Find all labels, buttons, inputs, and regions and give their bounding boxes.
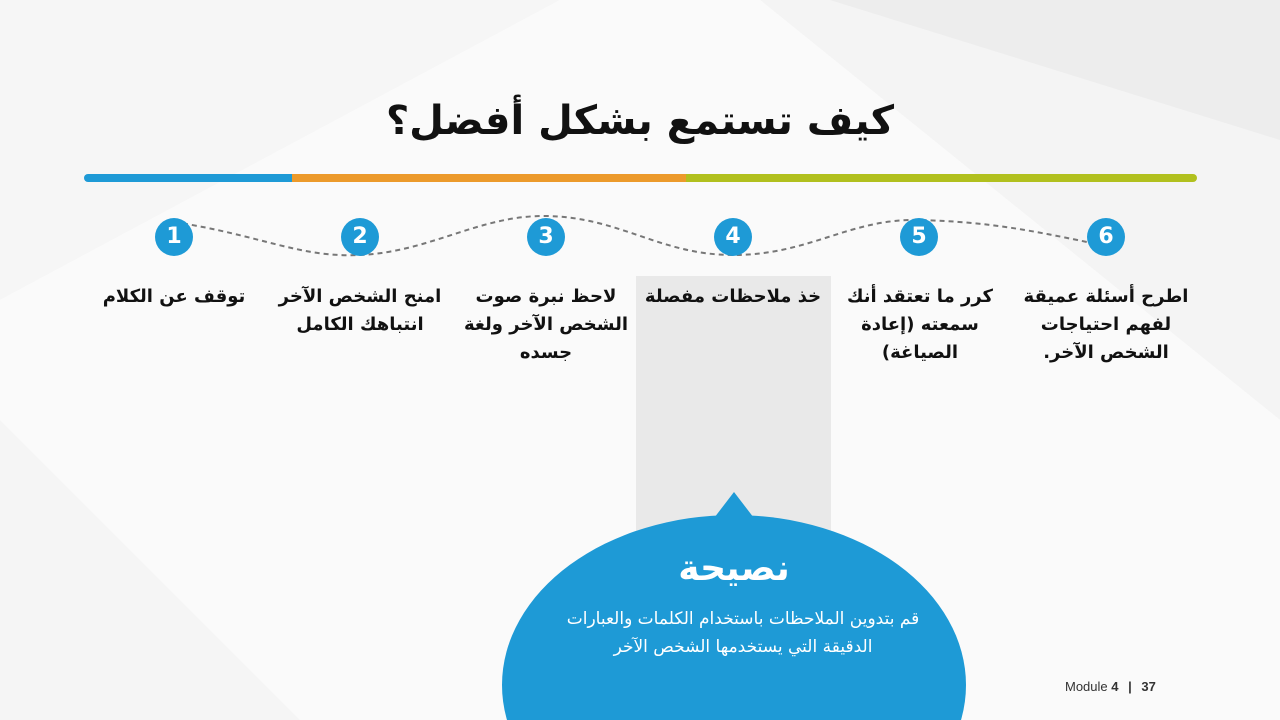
footer-module-label: Module (1065, 679, 1108, 694)
step-number-5: 5 (900, 218, 938, 256)
step-text-1: توقف عن الكلام (102, 286, 246, 307)
tip-body: قم بتدوين الملاحظات باستخدام الكلمات والعبارات الدقيقة التي يستخدمها الشخص الآخر (566, 609, 920, 657)
page-title: كيف تستمع بشكل أفضل؟ (385, 98, 895, 144)
step-number-4: 4 (714, 218, 752, 256)
step-number-2: 2 (341, 218, 379, 256)
footer-page-number: 37 (1141, 679, 1156, 694)
footer-separator: | (1128, 679, 1132, 694)
step-text-4: خذ ملاحظات مفصلة (644, 286, 822, 307)
step-text-3: لاحظ نبرة صوت الشخص الآخر ولغة جسده (463, 286, 629, 363)
step-text-5: كرر ما تعتقد أنك سمعته (إعادة الصياغة) (846, 286, 994, 363)
step-number-1: 1 (155, 218, 193, 256)
step-text-6: اطرح أسئلة عميقة لفهم احتياجات الشخص الآخر. (1023, 286, 1189, 363)
step-text-2: امنح الشخص الآخر انتباهك الكامل (278, 286, 442, 335)
footer (1065, 679, 1156, 694)
footer-module-number: 4 (1111, 679, 1119, 694)
step-number-6: 6 (1087, 218, 1125, 256)
step-number-3: 3 (527, 218, 565, 256)
tip-title: نصيحة (678, 548, 790, 589)
